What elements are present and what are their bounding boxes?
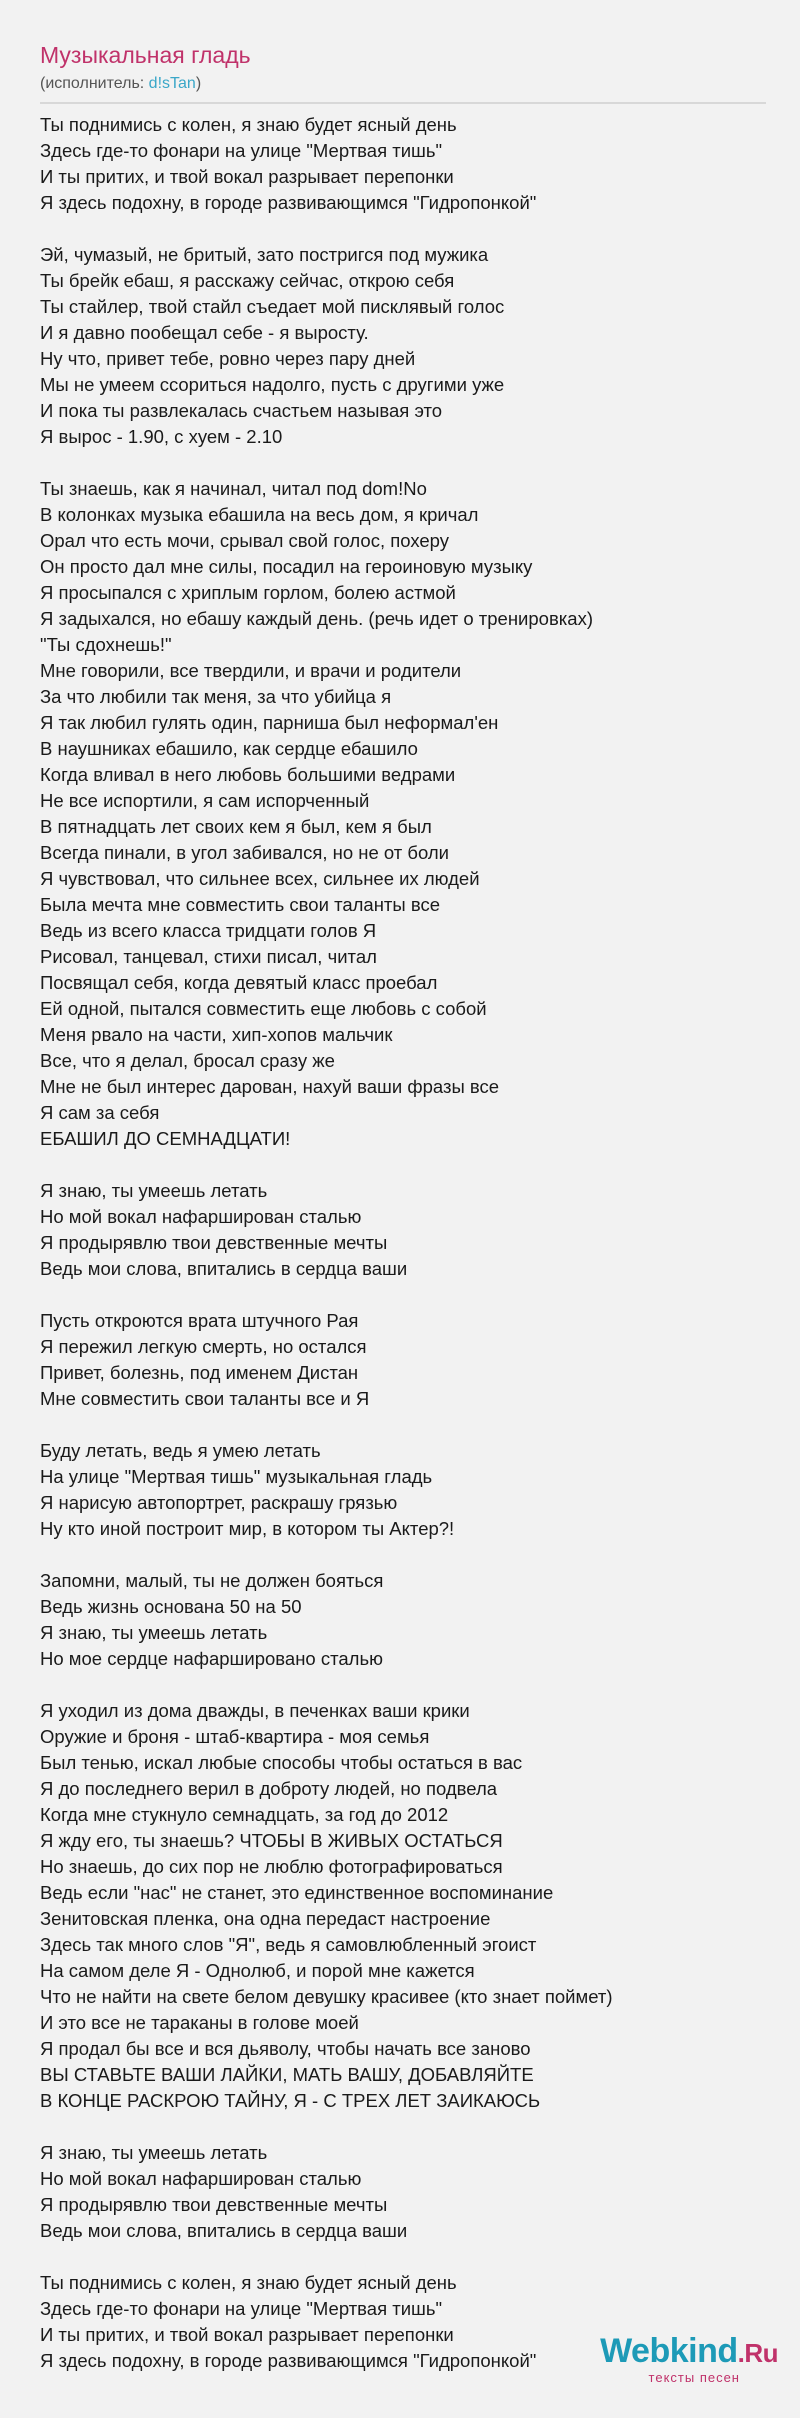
lyric-line: Рисовал, танцевал, стихи писал, читал [40, 946, 377, 967]
lyric-line: Ну что, привет тебе, ровно через пару дней [40, 348, 416, 369]
lyric-line: Всегда пинали, в угол забивался, но не от боли [40, 842, 450, 863]
lyric-line: Я пережил легкую смерть, но остался [40, 1336, 367, 1357]
lyrics-stanza [40, 242, 760, 450]
lyrics-stanza [40, 1568, 760, 1672]
lyrics-stanza [40, 1178, 760, 1282]
lyric-line: Я здесь подохну, в городе развивающимся "Гидропонкой" [40, 192, 537, 213]
artist-suffix: ) [195, 75, 202, 92]
lyrics-stanza [40, 1698, 760, 2114]
lyric-line: Я продал бы все и вся дьяволу, чтобы начать все заново [40, 2038, 531, 2059]
header-divider [40, 102, 766, 104]
lyric-line: Здесь так много слов "Я", ведь я самовлюбленный эгоист [40, 1934, 537, 1955]
lyric-line: Я знаю, ты умеешь летать [40, 2142, 268, 2163]
lyric-line: Орал что есть мочи, срывал свой голос, похеру [40, 530, 449, 551]
lyric-line: ВЫ СТАВЬТЕ ВАШИ ЛАЙКИ, МАТЬ ВАШУ, ДОБАВЛЯЙТЕ [40, 2064, 534, 2085]
logo-tagline: тексты песен [648, 2370, 740, 2385]
lyric-line: Здесь где-то фонари на улице "Мертвая тишь" [40, 140, 443, 161]
lyric-line: Не все испортили, я сам испорченный [40, 790, 370, 811]
lyric-line: Я чувствовал, что сильнее всех, сильнее их людей [40, 868, 480, 889]
artist-line [40, 72, 760, 96]
lyric-line: Ты поднимись с колен, я знаю будет ясный день [40, 114, 457, 135]
lyric-line: Мы не умеем ссориться надолго, пусть с другими уже [40, 374, 505, 395]
lyric-line: Ты знаешь, как я начинал, читал под dom!No [40, 478, 427, 499]
lyric-line: Я сам за себя [40, 1102, 160, 1123]
logo-wordmark [600, 2332, 778, 2371]
lyric-line: И пока ты развлекалась счастьем называя это [40, 400, 443, 421]
lyric-line: Я вырос - 1.90, с хуем - 2.10 [40, 426, 283, 447]
lyric-line: Он просто дал мне силы, посадил на героиновую музыку [40, 556, 533, 577]
lyric-line: Зенитовская пленка, она одна передаст настроение [40, 1908, 491, 1929]
lyrics-stanza [40, 476, 760, 1152]
song-header [40, 0, 760, 104]
lyric-line: Мне совместить свои таланты все и Я [40, 1388, 370, 1409]
lyric-line: Здесь где-то фонари на улице "Мертвая тишь" [40, 2298, 443, 2319]
lyric-line: Я знаю, ты умеешь летать [40, 1180, 268, 1201]
lyric-line: Я жду его, ты знаешь? ЧТОБЫ В ЖИВЫХ ОСТАТЬСЯ [40, 1830, 503, 1851]
lyric-line: Ведь мои слова, впитались в сердца ваши [40, 1258, 408, 1279]
lyric-line: Эй, чумазый, не бритый, зато постригся под мужика [40, 244, 489, 265]
lyric-line: Когда мне стукнуло семнадцать, за год до 2012 [40, 1804, 449, 1825]
lyric-line: Ведь жизнь основана 50 на 50 [40, 1596, 302, 1617]
lyric-line: И я давно пообещал себе - я выросту. [40, 322, 369, 343]
lyric-line: И ты притих, и твой вокал разрывает перепонки [40, 2324, 454, 2345]
lyric-line: Но знаешь, до сих пор не люблю фотографироваться [40, 1856, 503, 1877]
lyric-line: Ведь из всего класса тридцати голов Я [40, 920, 377, 941]
lyric-line: Пусть откроются врата штучного Рая [40, 1310, 359, 1331]
logo-main-text: Webkind [600, 2332, 738, 2370]
lyric-line: Мне говорили, все твердили, и врачи и родители [40, 660, 462, 681]
artist-prefix: (исполнитель: [40, 75, 149, 92]
song-title: Музыкальная гладь [40, 42, 251, 68]
lyric-line: "Ты сдохнешь!" [40, 634, 172, 655]
lyric-line: Ведь мои слова, впитались в сердца ваши [40, 2220, 408, 2241]
lyric-line: Я здесь подохну, в городе развивающимся "Гидропонкой" [40, 2350, 537, 2371]
lyric-line: Я задыхался, но ебашу каждый день. (речь идет о тренировках) [40, 608, 593, 629]
lyric-line: В колонках музыка ебашила на весь дом, я кричал [40, 504, 479, 525]
lyric-line: Ты стайлер, твой стайл съедает мой писклявый голос [40, 296, 505, 317]
lyric-line: Я продырявлю твои девственные мечты [40, 2194, 388, 2215]
lyric-line: Привет, болезнь, под именем Дистан [40, 1362, 359, 1383]
lyric-line: Меня рвало на части, хип-хопов мальчик [40, 1024, 393, 1045]
lyrics-stanza [40, 1438, 760, 1542]
lyric-line: Ей одной, пытался совместить еще любовь с собой [40, 998, 487, 1019]
lyric-line: В наушниках ебашило, как сердце ебашило [40, 738, 418, 759]
lyric-line: Я уходил из дома дважды, в печенках ваши крики [40, 1700, 470, 1721]
lyric-line: Но мое сердце нафаршировано сталью [40, 1648, 383, 1669]
lyrics-stanza [40, 1308, 760, 1412]
lyric-line: Мне не был интерес дарован, нахуй ваши фразы все [40, 1076, 500, 1097]
lyric-line: Я так любил гулять один, парниша был неформал'ен [40, 712, 499, 733]
lyric-line: Я продырявлю твои девственные мечты [40, 1232, 388, 1253]
lyric-line: Оружие и броня - штаб-квартира - моя семья [40, 1726, 430, 1747]
lyric-line: В пятнадцать лет своих кем я был, кем я был [40, 816, 432, 837]
lyric-line: Был тенью, искал любые способы чтобы остаться в вас [40, 1752, 523, 1773]
lyric-line: Я до последнего верил в доброту людей, но подвела [40, 1778, 498, 1799]
lyric-line: Но мой вокал нафарширован сталью [40, 2168, 362, 2189]
lyric-line: ЕБАШИЛ ДО СЕМНАДЦАТИ! [40, 1128, 291, 1149]
lyric-line: Запомни, малый, ты не должен бояться [40, 1570, 384, 1591]
lyrics-stanza [40, 2140, 760, 2244]
lyric-line: Ты поднимись с колен, я знаю будет ясный день [40, 2272, 457, 2293]
lyrics-body [40, 112, 760, 2374]
lyric-line: Все, что я делал, бросал сразу же [40, 1050, 335, 1071]
lyric-line: Я знаю, ты умеешь летать [40, 1622, 268, 1643]
lyric-line: Когда вливал в него любовь большими ведрами [40, 764, 456, 785]
lyric-line: Ты брейк ебаш, я расскажу сейчас, открою себя [40, 270, 455, 291]
lyric-line: Но мой вокал нафарширован сталью [40, 1206, 362, 1227]
site-logo[interactable] [598, 2332, 778, 2392]
lyric-line: Я просыпался с хриплым горлом, болею астмой [40, 582, 456, 603]
lyric-line: Буду летать, ведь я умею летать [40, 1440, 321, 1461]
lyric-line: За что любили так меня, за что убийца я [40, 686, 392, 707]
lyric-line: И ты притих, и твой вокал разрывает перепонки [40, 166, 454, 187]
lyric-line: Что не найти на свете белом девушку красивее (кто знает поймет) [40, 1986, 613, 2007]
artist-link[interactable]: d!sTan [148, 75, 196, 92]
lyric-line: Ведь если "нас" не станет, это единственное воспоминание [40, 1882, 554, 1903]
lyric-line: И это все не тараканы в голове моей [40, 2012, 359, 2033]
lyric-line: Ну кто иной построит мир, в котором ты Актер?! [40, 1518, 455, 1539]
logo-suffix: .Ru [737, 2338, 778, 2368]
lyric-line: На самом деле Я - Однолюб, и порой мне кажется [40, 1960, 475, 1981]
lyrics-stanza [40, 112, 760, 216]
lyric-line: Была мечта мне совместить свои таланты все [40, 894, 440, 915]
lyric-line: Посвящал себя, когда девятый класс проебал [40, 972, 438, 993]
lyric-line: На улице "Мертвая тишь" музыкальная гладь [40, 1466, 433, 1487]
lyric-line: Я нарисую автопортрет, раскрашу грязью [40, 1492, 398, 1513]
lyric-line: В КОНЦЕ РАСКРОЮ ТАЙНУ, Я - С ТРЕХ ЛЕТ ЗАИКАЮСЬ [40, 2090, 541, 2111]
